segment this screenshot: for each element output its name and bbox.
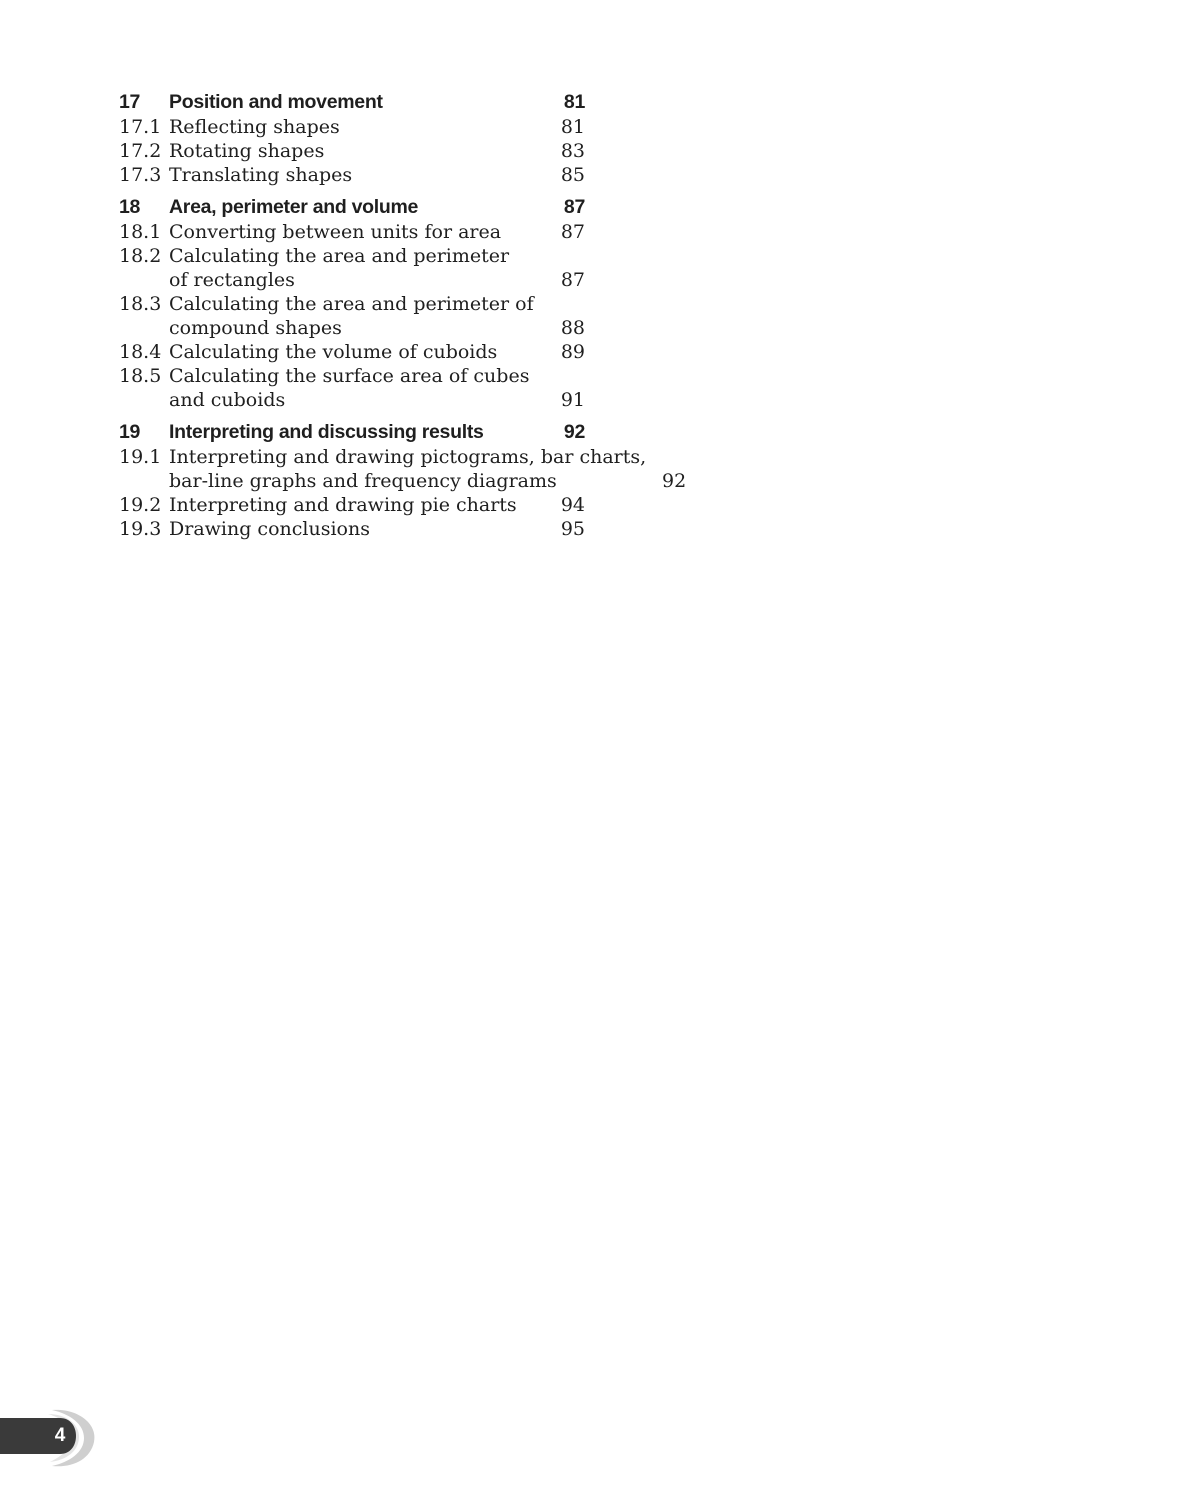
section-entry[interactable] [119,517,585,541]
section-title: Reflecting shapes [169,116,340,138]
section-title: Drawing conclusions [169,518,370,540]
section-number: 18.5 [119,365,162,387]
section-number: 17.3 [119,164,162,186]
section-entry[interactable] [119,445,687,493]
chapter-number: 17 [119,91,141,113]
section-page: 83 [560,140,585,162]
section-page: 95 [560,518,585,540]
section-page: 81 [560,116,585,138]
section-entry[interactable] [119,163,585,187]
section-entry[interactable] [119,220,585,244]
chapter-number: 18 [119,196,141,218]
section-page: 85 [560,164,585,186]
section-entry[interactable] [119,364,585,412]
section-page: 87 [560,221,585,243]
page-number: 4 [54,1425,66,1446]
section-number: 17.2 [119,140,162,162]
section-number: 18.1 [119,221,162,243]
page-folio [0,1406,100,1470]
section-title: Rotating shapes [169,140,325,162]
chapter-heading[interactable] [119,419,585,445]
section-page: 92 [661,470,687,492]
section-title: Translating shapes [169,164,353,186]
table-of-contents [119,89,687,548]
chapter-number: 19 [119,421,141,443]
chapter-page: 92 [563,421,585,443]
section-title: Calculating the volume of cuboids [169,341,498,363]
section-number: 18.3 [119,293,162,315]
chapter-page: 87 [563,196,585,218]
section-number: 17.1 [119,116,162,138]
chapter-19 [119,419,687,541]
section-page: 89 [560,341,585,363]
section-number: 18.2 [119,245,162,267]
section-entry[interactable] [119,340,585,364]
chapter-page: 81 [563,91,585,113]
section-number: 19.3 [119,518,162,540]
section-entry[interactable] [119,292,585,340]
section-page: 88 [560,317,585,339]
chapter-heading[interactable] [119,89,585,115]
section-entry[interactable] [119,115,585,139]
section-page: 91 [560,389,585,411]
section-entry[interactable] [119,244,585,292]
chapter-title: Area, perimeter and volume [169,196,419,218]
chapter-heading[interactable] [119,194,585,220]
chapter-title: Interpreting and discussing results [169,421,484,443]
section-title: Calculating the area and perimeter of rectangles [169,245,510,291]
chapter-17 [119,89,585,187]
section-title: Calculating the surface area of cubes and cuboids [169,365,530,411]
section-number: 19.1 [119,446,162,468]
section-entry[interactable] [119,493,585,517]
section-entry[interactable] [119,139,585,163]
section-page: 94 [560,494,585,516]
section-number: 18.4 [119,341,162,363]
section-title: Interpreting and drawing pictograms, bar charts, bar-line graphs and frequency diagrams [169,446,647,492]
section-title: Converting between units for area [169,221,502,243]
chapter-18 [119,194,585,412]
section-number: 19.2 [119,494,162,516]
chapter-title: Position and movement [169,91,383,113]
section-title: Interpreting and drawing pie charts [169,494,517,516]
section-page: 87 [560,269,585,291]
section-title: Calculating the area and perimeter of compound shapes [169,293,534,339]
